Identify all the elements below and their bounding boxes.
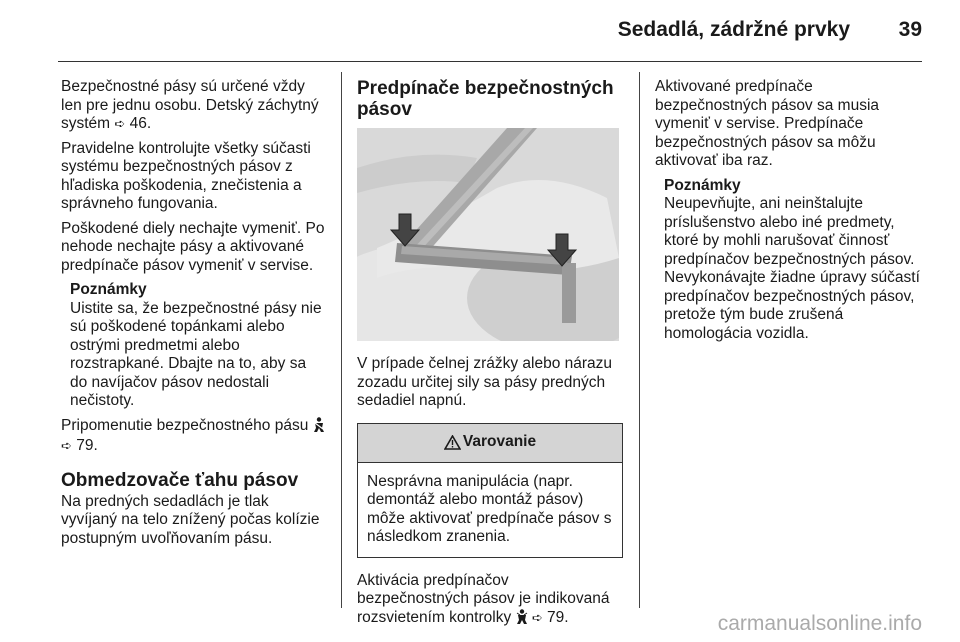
- note-title: Poznámky: [664, 176, 741, 194]
- note-text: Uistite sa, že bezpečnostné pásy nie sú poškodené topánkami alebo ostrými predmetmi alebo rozstrapkané. Dbajte na to, aby sa do navíjačov pásov nedostali nečistoty.: [70, 299, 322, 409]
- paragraph: Pravidelne kontrolujte všetky súčasti systému bezpečnostných pásov z hľadiska poškodenia, znečistenia a správneho fungovania.: [61, 139, 311, 212]
- header-divider: [58, 61, 922, 62]
- warning-box: [357, 423, 623, 558]
- note-box: [664, 177, 925, 344]
- page-ref-link[interactable]: 79.: [76, 437, 98, 454]
- seatbelt-pretensioner-illustration: [357, 128, 619, 341]
- seatbelt-pretensioner-icon: [516, 609, 528, 630]
- note-box: [70, 281, 327, 411]
- column-1: [61, 78, 327, 554]
- seatbelt-reminder-icon: [313, 417, 325, 438]
- page-ref-link[interactable]: 46.: [129, 115, 152, 132]
- note-title: Poznámky: [70, 281, 147, 298]
- warning-triangle-icon: [444, 435, 461, 450]
- column-divider: [341, 72, 342, 608]
- paragraph: Na predných sedadlách je tlak vyvíjaný na telo znížený počas kolízie postupným uvoľňovaním pásu.: [61, 492, 320, 547]
- column-3: [655, 78, 925, 349]
- page-number: 39: [898, 18, 922, 41]
- column-divider: [639, 72, 640, 608]
- column-2: [357, 78, 623, 635]
- paragraph: Pripomenutie bezpečnostného pásu ➪ 79.: [61, 417, 327, 456]
- paragraph: Aktivované predpínače bezpečnostných pásov sa musia vymeniť v servise. Predpínače bezpečnostných pásov sa môžu aktivovať iba raz.: [655, 78, 880, 169]
- warning-header: [358, 424, 622, 463]
- paragraph: Bezpečnostné pásy sú určené vždy len pre jednu osobu. Detský záchytný systém ➪ 46.: [61, 78, 319, 132]
- paragraph: Poškodené diely nechajte vymeniť. Po nehode nechajte pásy a aktivované predpínače pásov vymeniť v servise.: [61, 219, 325, 274]
- cross-reference-arrow-icon: ➪: [114, 116, 126, 131]
- section-heading: Obmedzovače ťahu pásov: [61, 469, 299, 491]
- section-title: Sedadlá, zádržné prvky: [617, 18, 850, 41]
- cross-reference-arrow-icon: ➪: [531, 609, 543, 625]
- warning-text: Nesprávna manipulácia (napr. demontáž alebo montáž pásov) môže aktivovať predpínače pásov s následkom zranenia.: [367, 472, 612, 545]
- paragraph: Aktivácia predpínačov bezpečnostných pásov je indikovaná rozsvietením kontrolky ➪ 79.: [357, 572, 623, 630]
- page-ref-link[interactable]: 79.: [547, 608, 569, 626]
- note-text: Neupevňujte, ani neinštalujte príslušenstvo alebo iné predmety, ktoré by mohli narušovať činnosť predpínačov bezpečnostných pásov. Nevykonávajte žiadne úpravy súčastí predpínačov bezpečnostných pásov, pretože tým bude zrušená homologácia vozidla.: [664, 195, 920, 342]
- paragraph: V prípade čelnej zrážky alebo nárazu zozadu určitej sily sa pásy predných sedadiel napnú.: [357, 355, 613, 409]
- watermark: carmanualsonline.info: [717, 612, 922, 635]
- warning-title: Varovanie: [462, 433, 537, 451]
- section-heading: Predpínače bezpečnostných pásov: [357, 78, 614, 120]
- cross-reference-arrow-icon: ➪: [61, 438, 72, 453]
